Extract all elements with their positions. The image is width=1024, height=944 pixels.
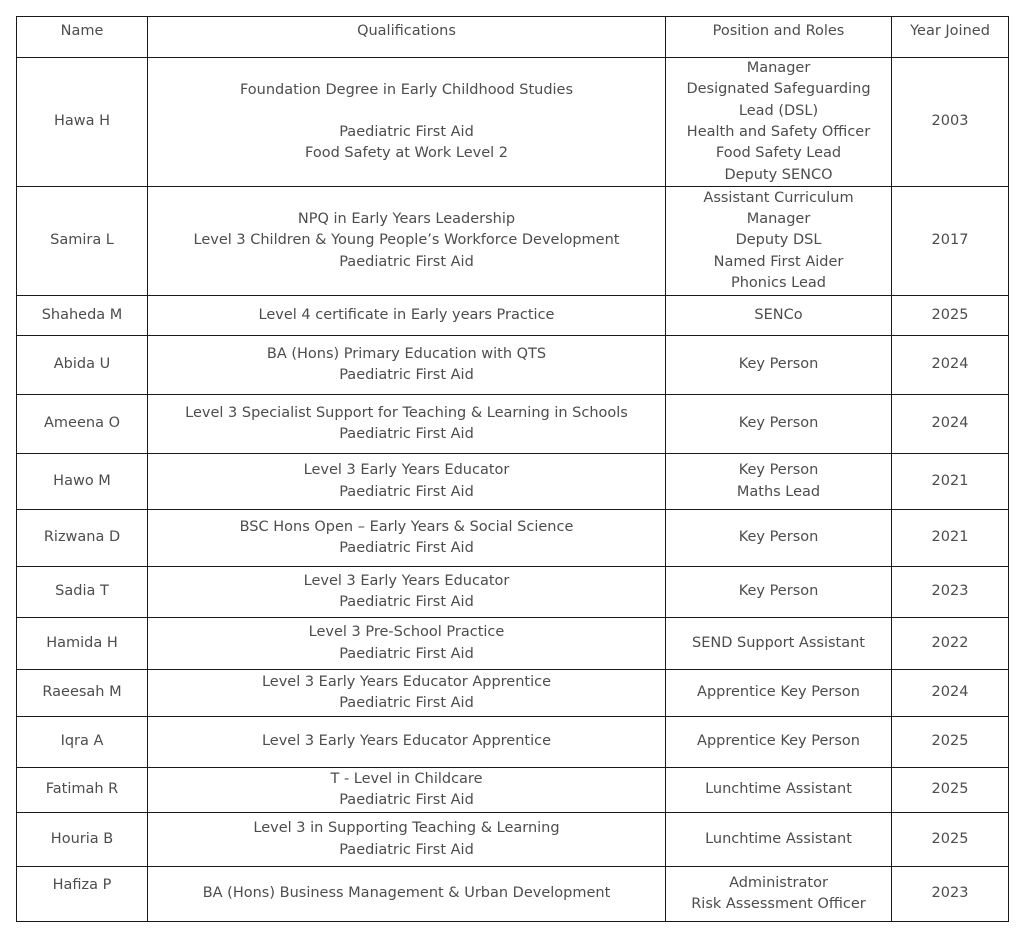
- year-joined: 2017: [892, 187, 1009, 296]
- roles-cell: [666, 717, 892, 768]
- roles-cell: [666, 296, 892, 336]
- header-row: [17, 17, 1009, 58]
- staff-name: Sadia T: [17, 567, 148, 618]
- staff-name: Hamida H: [17, 618, 148, 670]
- qualification-line: Food Safety at Work Level 2: [305, 145, 508, 162]
- table-row: [17, 187, 1009, 296]
- qualification-line: Level 3 Early Years Educator Apprentice: [261, 673, 552, 690]
- role-line: SENCo: [754, 306, 803, 323]
- role-line: Lunchtime Assistant: [705, 830, 852, 847]
- roles-cell: [666, 336, 892, 395]
- role-line: Key Person: [738, 529, 819, 546]
- role-line: Maths Lead: [736, 483, 821, 500]
- qualification-line: Level 3 in Supporting Teaching & Learning: [253, 820, 560, 837]
- role-line: SEND Support Assistant: [692, 634, 865, 651]
- roles-cell: [666, 187, 892, 296]
- table-row: [17, 813, 1009, 867]
- role-line: Assistant Curriculum: [703, 189, 854, 206]
- table-row: [17, 395, 1009, 454]
- qualifications-cell: [148, 336, 666, 395]
- qualification-line: T - Level in Childcare: [330, 770, 483, 787]
- role-line: Manager: [746, 60, 811, 77]
- header-qualifications: Qualifications: [148, 17, 666, 58]
- staff-name: Hawo M: [17, 454, 148, 510]
- qualifications-cell: [148, 58, 666, 187]
- table-row: [17, 717, 1009, 768]
- staff-name: Iqra A: [17, 717, 148, 768]
- qualification-line: NPQ in Early Years Leadership: [297, 211, 516, 228]
- roles-cell: [666, 768, 892, 813]
- qualifications-cell: [148, 670, 666, 717]
- role-line: Key Person: [738, 583, 819, 600]
- role-line: Manager: [746, 211, 811, 228]
- role-line: Deputy DSL: [735, 232, 822, 249]
- year-joined: 2025: [892, 813, 1009, 867]
- staff-name: Houria B: [17, 813, 148, 867]
- role-line: Deputy SENCO: [724, 166, 833, 183]
- table-row: [17, 510, 1009, 567]
- header-position: Position and Roles: [666, 17, 892, 58]
- staff-table: [16, 16, 1009, 922]
- qualification-line: Level 3 Pre-School Practice: [308, 624, 505, 641]
- roles-cell: [666, 395, 892, 454]
- header-name: Name: [17, 17, 148, 58]
- year-joined: 2024: [892, 670, 1009, 717]
- qualification-line: Paediatric First Aid: [339, 792, 474, 808]
- table-row: [17, 336, 1009, 395]
- role-line: Health and Safety Officer: [686, 124, 871, 140]
- qualifications-cell: [148, 567, 666, 618]
- qualification-line: Paediatric First Aid: [339, 253, 474, 270]
- qualifications-cell: [148, 867, 666, 922]
- year-joined: 2025: [892, 768, 1009, 813]
- role-line: Apprentice Key Person: [697, 733, 860, 750]
- role-line: Key Person: [738, 462, 819, 479]
- role-line: Designated Safeguarding: [686, 81, 871, 98]
- role-line: Food Safety Lead: [715, 145, 842, 162]
- table-row: [17, 670, 1009, 717]
- roles-cell: [666, 813, 892, 867]
- year-joined: 2003: [892, 58, 1009, 187]
- qualification-line: Level 3 Early Years Educator: [303, 462, 510, 479]
- qualification-line: BSC Hons Open – Early Years & Social Science: [239, 518, 574, 535]
- role-line: Administrator: [729, 874, 828, 891]
- year-joined: 2022: [892, 618, 1009, 670]
- qualification-line: Level 3 Children & Young People’s Workforce Development: [193, 232, 620, 249]
- qualification-line: Paediatric First Aid: [339, 483, 474, 500]
- table-row: [17, 618, 1009, 670]
- staff-name: Abida U: [17, 336, 148, 395]
- year-joined: 2021: [892, 510, 1009, 567]
- staff-name: Shaheda M: [17, 296, 148, 336]
- qualification-line: Paediatric First Aid: [339, 367, 474, 383]
- role-line: Phonics Lead: [731, 274, 826, 291]
- roles-cell: [666, 867, 892, 922]
- qualifications-cell: [148, 187, 666, 296]
- qualifications-cell: [148, 618, 666, 670]
- staff-name: Raeesah M: [17, 670, 148, 717]
- roles-cell: [666, 58, 892, 187]
- roles-cell: [666, 618, 892, 670]
- qualification-line: Level 3 Early Years Educator: [303, 572, 510, 589]
- role-line: Lead (DSL): [738, 102, 819, 119]
- qualifications-cell: [148, 395, 666, 454]
- year-joined: 2023: [892, 567, 1009, 618]
- role-line: Named First Aider: [713, 253, 844, 270]
- qualification-line: Level 3 Early Years Educator Apprentice: [261, 733, 552, 750]
- roles-cell: [666, 670, 892, 717]
- qualification-line: Paediatric First Aid: [339, 594, 474, 610]
- staff-name: Ameena O: [17, 395, 148, 454]
- qualification-line: Paediatric First Aid: [339, 123, 474, 140]
- qualifications-cell: [148, 454, 666, 510]
- table-row: [17, 58, 1009, 187]
- table-row: [17, 454, 1009, 510]
- header-year: Year Joined: [892, 17, 1009, 58]
- staff-name: Fatimah R: [17, 768, 148, 813]
- year-joined: 2025: [892, 717, 1009, 768]
- year-joined: 2021: [892, 454, 1009, 510]
- staff-rows: [17, 58, 1009, 922]
- roles-cell: [666, 510, 892, 567]
- staff-name: Rizwana D: [17, 510, 148, 567]
- year-joined: 2025: [892, 296, 1009, 336]
- qualification-line: [154, 101, 659, 122]
- qualifications-cell: [148, 510, 666, 567]
- roles-cell: [666, 567, 892, 618]
- year-joined: 2023: [892, 867, 1009, 922]
- role-line: Key Person: [738, 356, 819, 373]
- table-row: [17, 867, 1009, 922]
- qualification-line: Paediatric First Aid: [339, 841, 474, 858]
- qualification-line: Level 3 Specialist Support for Teaching & Learning in Schools: [185, 404, 628, 421]
- staff-name: Hawa H: [17, 58, 148, 187]
- qualifications-cell: [148, 768, 666, 813]
- table-row: [17, 567, 1009, 618]
- role-line: Risk Assessment Officer: [691, 896, 866, 912]
- role-line: Apprentice Key Person: [697, 684, 860, 701]
- qualification-line: Paediatric First Aid: [339, 540, 474, 556]
- role-line: Key Person: [738, 415, 819, 432]
- qualification-line: BA (Hons) Primary Education with QTS: [266, 345, 547, 362]
- staff-name: Hafiza P: [17, 867, 148, 922]
- year-joined: 2024: [892, 336, 1009, 395]
- qualification-line: Foundation Degree in Early Childhood Studies: [239, 81, 574, 98]
- roles-cell: [666, 454, 892, 510]
- qualification-line: Paediatric First Aid: [339, 426, 474, 442]
- staff-name: Samira L: [17, 187, 148, 296]
- table-row: [17, 768, 1009, 813]
- qualification-line: Paediatric First Aid: [339, 645, 474, 662]
- qualifications-cell: [148, 296, 666, 336]
- role-line: Lunchtime Assistant: [705, 781, 852, 798]
- table-row: [17, 296, 1009, 336]
- qualifications-cell: [148, 717, 666, 768]
- qualification-line: BA (Hons) Business Management & Urban Development: [202, 885, 611, 902]
- qualification-line: Level 4 certificate in Early years Practice: [258, 306, 555, 323]
- qualifications-cell: [148, 813, 666, 867]
- qualification-line: Paediatric First Aid: [339, 695, 474, 711]
- year-joined: 2024: [892, 395, 1009, 454]
